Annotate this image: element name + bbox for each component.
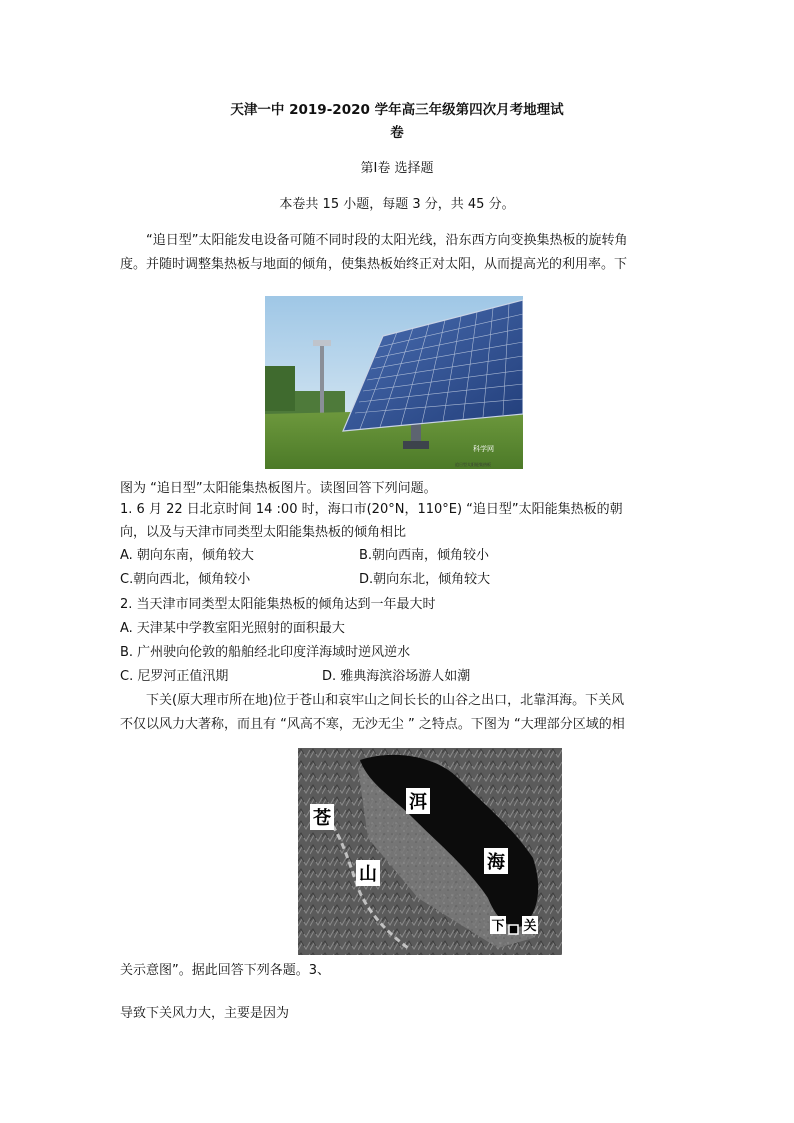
- q2-option-c: C. 尼罗河正值汛期: [120, 669, 229, 684]
- passage1-line2: 度。并随时调整集热板与地面的倾角，使集热板始终正对太阳，从而提高光的利用率。下: [120, 257, 628, 272]
- q2-option-d: D. 雅典海滨浴场游人如潮: [322, 669, 471, 684]
- page-title-line2: 卷: [390, 125, 404, 141]
- passage2-line2: 不仅以风力大著称，而且有 “风高不寒，无沙无尘 ” 之特点。下图为 “大理部分区域的相: [120, 717, 625, 732]
- instructions: 本卷共 15 小题，每题 3 分，共 45 分。: [279, 197, 515, 212]
- q1-option-a: A. 朝向东南，倾角较大: [120, 548, 254, 563]
- photo-caption: 追日型太阳能集热板: [455, 462, 491, 467]
- q1-stem-line2: 向，以及与天津市同类型太阳能集热板的倾角相比: [120, 525, 407, 540]
- label-er: 洱: [409, 792, 427, 813]
- passage2-line4: 导致下关风力大，主要是因为: [120, 1006, 290, 1021]
- q1-option-c: C.朝向西北，倾角较小: [120, 572, 251, 587]
- watermark-text: 科学网: [473, 445, 494, 453]
- passage2-line3: 关示意图”。据此回答下列各题。3、: [120, 963, 331, 978]
- passage1-line3: 图为 “追日型”太阳能集热板图片。读图回答下列问题。: [120, 481, 437, 496]
- label-xia: 下: [491, 919, 505, 934]
- label-shan: 山: [359, 864, 377, 885]
- q1-option-d: D.朝向东北，倾角较大: [359, 572, 491, 587]
- dali-map-figure: [298, 748, 562, 955]
- xiaguan-marker: [509, 925, 518, 934]
- page-title-line1: 天津一中 2019-2020 学年高三年级第四次月考地理试: [230, 102, 564, 118]
- q2-option-b: B. 广州驶向伦敦的船舶经北印度洋海域时逆风逆水: [120, 645, 411, 660]
- q2-stem: 2. 当天津市同类型太阳能集热板的倾角达到一年最大时: [120, 597, 436, 612]
- passage2-line1: 下关(原大理市所在地)位于苍山和哀牢山之间长长的山谷之出口，北靠洱海。下关风: [146, 693, 625, 708]
- label-guan: 关: [523, 919, 537, 934]
- solar-panel-photo: [265, 296, 523, 469]
- passage1-line1: “追日型”太阳能发电设备可随不同时段的太阳光线，沿东西方向变换集热板的旋转角: [146, 233, 628, 248]
- q1-stem-line1: 1. 6 月 22 日北京时间 14 :00 时，海口市(20°N，110°E) “追日型”太阳能集热板的朝: [120, 502, 623, 517]
- label-cang: 苍: [313, 808, 331, 829]
- label-hai: 海: [487, 852, 505, 873]
- section-heading: 第Ⅰ卷 选择题: [360, 161, 434, 176]
- q1-option-b: B.朝向西南，倾角较小: [359, 548, 490, 563]
- q2-option-a: A. 天津某中学教室阳光照射的面积最大: [120, 621, 345, 636]
